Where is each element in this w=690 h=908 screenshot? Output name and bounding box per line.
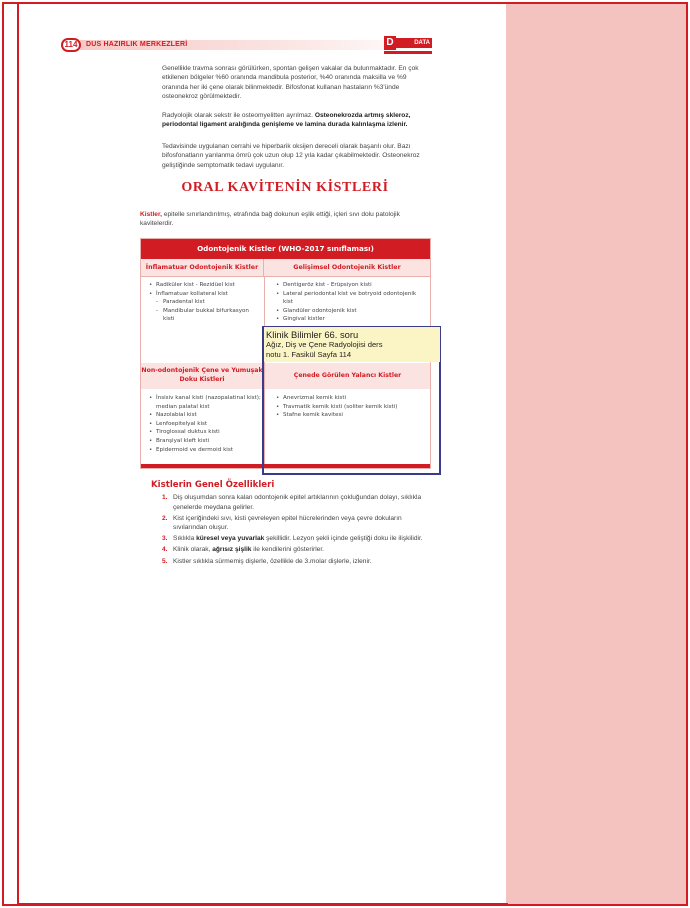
annotation-line-3: notu 1. Fasikül Sayfa 114 [266,349,352,359]
feature-number: 5. [162,557,168,565]
left-border-line [17,2,19,905]
developmental-list [276,281,426,324]
logo-underline [384,51,432,54]
feature-text: Klinik olarak, [173,546,213,554]
list-item: • Stafne kemik kavitesi [276,411,426,420]
feature-number: 4. [162,546,168,554]
list-item: • Glandüler odontojenik kist [276,307,426,316]
feature-number: 2. [162,514,168,522]
intro-term: Kistler, [140,211,162,218]
features-title: Kistlerin Genel Özellikleri [151,480,275,490]
feature-item [162,557,432,567]
list-item: • Tiroglossal duktus kisti [149,428,261,437]
feature-text: Kist içeriğindeki sıvı, kisti çevreleyen epitel hücrelerinden veya çevre dokuların sıvılarından oluşur. [173,514,402,532]
list-item: • Anevrizmal kemik kisti [276,394,426,403]
header-title: DUS HAZIRLIK MERKEZLERİ [86,41,188,48]
list-item: • İnflamatuar kollateral kist [149,290,261,299]
list-item: • Epidermoid ve dermoid kist [149,446,261,455]
page-number: 114 [61,38,81,52]
list-item: • Nazolabial kist [149,411,261,420]
feature-text: Kistler sıklıkla sürmemiş dişlerle, özellikle de 3.molar dişlerle, izlenir. [173,557,372,565]
feature-item [162,514,432,533]
side-panel [506,2,688,906]
feature-number: 1. [162,494,168,501]
col-head-pseudocysts: Çenede Görülen Yalancı Kistler [265,363,430,389]
annotation-line-1: Klinik Bilimler 66. soru [266,329,359,340]
intro-text: epitelle sınırlandırılmış, etrafında bağ dokunun eşlik ettiği, içleri sıvı dolu patolojik kavitelerdir. [140,211,400,228]
list-item: • Dentigeröz kist - Erüpsiyon kisti [276,281,426,290]
list-item: • Gingival kistler [276,315,426,324]
logo-word: DATA [396,38,432,48]
feature-item [162,493,432,512]
feature-text: Sıklıkla [173,535,197,543]
annotation-line-2: Ağız, Diş ve Çene Radyolojisi ders [266,340,383,349]
table-title: Odontojenik Kistler (WHO-2017 sınıflaması) [141,239,430,259]
inflammatory-list [149,281,261,324]
paragraph-3: Tedavisinde uygulanan cerrahi ve hiperbarik oksijen dereceli olarak başarılı olur. Bazı bifosfonatların yarılanma ömrü çok uzun olup 12 yıla kadar çıkabilmektedir. Osteonekroz geliştiğinde semptomatik tedavi uygulanır. [162,143,420,169]
list-subitem: - Paradental kist [149,298,261,307]
feature-text: Diş oluşumdan sonra kalan odontojenik epitel artıklarının çokluğundan dolayı, sıklıkla çenelerde meydana gelirler. [173,494,422,511]
feature-item [162,545,432,555]
section-intro [140,210,432,229]
col-head-inflammatory: İnflamatuar Odontojenik Kistler [141,259,264,277]
features-list [162,493,432,568]
paragraph-1: Genellikle travma sonrası görülürken, spontan gelişen vakalar da bulunmaktadır. En çok etkilenen bölgeler %60 oranında mandibula posterior, %40 oranında maksilla ve %9 oranında her iki çene olarak bilinmektedir. Bifosfonat kullanan hastaların %3'ünde osteonekroz görülmektedir. [162,65,419,101]
list-item: • Lenfoepitelyal kist [149,420,261,429]
feature-number: 3. [162,535,168,543]
feature-bold: küresel veya yuvarlak [196,535,265,543]
paragraph-2-bold: Osteonekrozda artmış skleroz, periodontal ligament aralığında genişleme ve lamina durada kalınlaşma izlenir. [162,112,411,129]
paragraph-2-text: Radyolojik olarak sekstr ile osteomyelitten ayrılmaz. [162,112,315,119]
annotation-note[interactable] [264,327,440,362]
non-odontogenic-list [149,394,261,454]
bottom-border-line [18,903,508,905]
feature-text-end: ile kendilerini gösterirler. [251,546,325,554]
list-item: • Radiküler kist - Rezidüel kist [149,281,261,290]
col-head-developmental: Gelişimsel Odontojenik Kistler [264,259,430,277]
feature-item [162,534,432,544]
col-head-non-odontogenic: Non-odontojenik Çene ve Yumuşak Doku Kistleri [141,363,264,389]
feature-text-end: şekillidir. Lezyon şekli içinde geliştiği doku ile ilişkilidir. [264,535,423,543]
list-item: • Travmatik kemik kisti (soliter kemik kisti) [276,403,426,412]
list-item: • Branşiyal kleft kisti [149,437,261,446]
paragraph-2 [162,111,432,130]
logo-letter: D [384,36,396,50]
list-subitem: - Mandibular bukkal bifurkasyon kisti [149,307,261,324]
publisher-logo [384,36,432,56]
list-item: • Lateral periodontal kist ve botryoid odontojenik kist [276,290,426,307]
list-item: • İnsisiv kanal kisti (nazopalatinal kist); median palatal kist [149,394,261,411]
feature-bold: ağrısız şişlik [212,546,252,554]
section-title: ORAL KAVİTENİN KİSTLERİ [181,180,389,195]
